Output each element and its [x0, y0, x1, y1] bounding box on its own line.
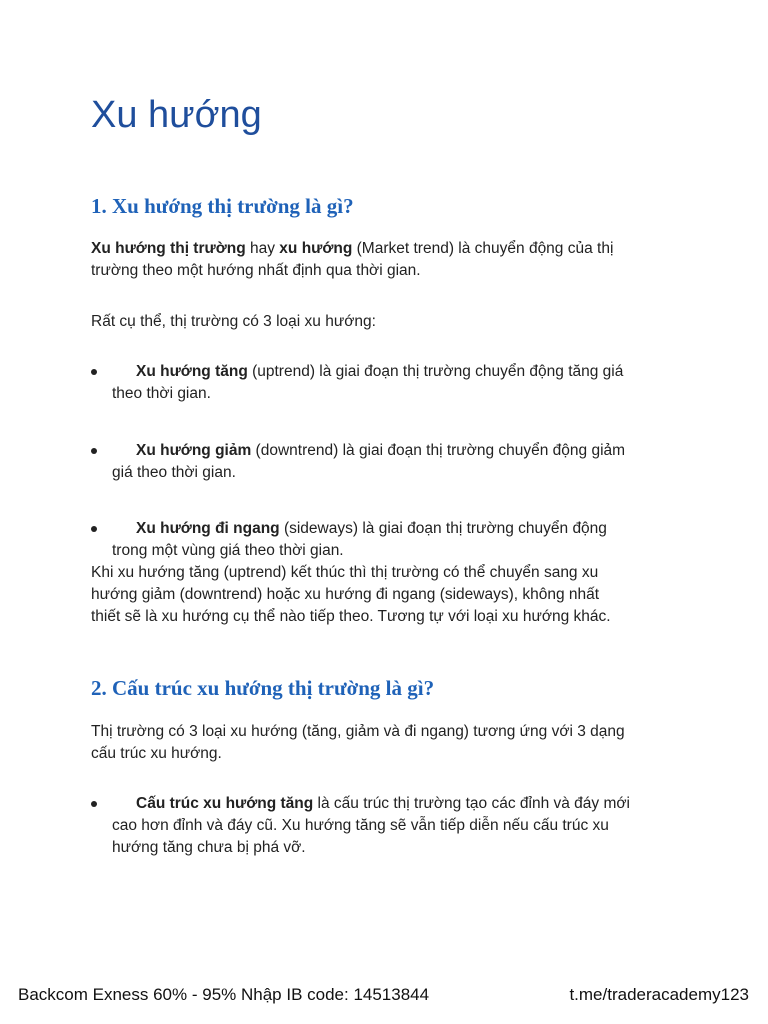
section-2-heading: 2. Cấu trúc xu hướng thị trường là gì?	[91, 676, 435, 700]
bullet-icon	[91, 448, 97, 454]
list-item-desc-cont-2: hướng tăng chưa bị phá vỡ.	[112, 839, 306, 856]
footer-telegram-link[interactable]: t.me/traderacademy123	[569, 985, 749, 1004]
section-1-closing-line-1: Khi xu hướng tăng (uptrend) kết thúc thì thị trường có thể chuyển sang xu	[91, 564, 599, 581]
section-2-intro-line-1: Thị trường có 3 loại xu hướng (tăng, giảm và đi ngang) tương ứng với 3 dạng	[91, 723, 625, 740]
section-1-heading: 1. Xu hướng thị trường là gì?	[91, 194, 354, 218]
section-1-lead: Rất cụ thể, thị trường có 3 loại xu hướng:	[91, 313, 376, 330]
section-1-closing-line-2: hướng giảm (downtrend) hoặc xu hướng đi ngang (sideways), không nhất	[91, 586, 600, 603]
list-item-text	[112, 361, 623, 405]
list-item-term: Xu hướng giảm	[136, 442, 252, 459]
list-item-text	[112, 793, 630, 859]
section-2-intro-line-2: cấu trúc xu hướng.	[91, 745, 222, 762]
intro-rest: (Market trend) là chuyển động của thị	[352, 240, 614, 257]
section-1-intro-line-2: trường theo một hướng nhất định qua thời gian.	[91, 262, 421, 279]
intro-connector: hay	[245, 240, 280, 257]
list-item-desc: là cấu trúc thị trường tạo các đỉnh và đáy mới	[313, 795, 630, 812]
bullet-icon	[91, 526, 97, 532]
intro-bold-term-2: xu hướng	[279, 240, 353, 257]
intro-bold-term-1: Xu hướng thị trường	[91, 240, 246, 257]
list-item-text	[112, 440, 625, 484]
list-item-text	[112, 518, 607, 562]
list-item-desc: (sideways) là giai đoạn thị trường chuyển động	[279, 520, 607, 537]
list-item-desc-cont: cao hơn đỉnh và đáy cũ. Xu hướng tăng sẽ vẫn tiếp diễn nếu cấu trúc xu	[112, 817, 609, 834]
section-1-closing-line-3: thiết sẽ là xu hướng cụ thể nào tiếp theo. Tương tự với loại xu hướng khác.	[91, 608, 611, 625]
list-item-desc: (uptrend) là giai đoạn thị trường chuyển động tăng giá	[247, 363, 624, 380]
list-item-desc: (downtrend) là giai đoạn thị trường chuyển động giảm	[251, 442, 626, 459]
page-title: Xu hướng	[91, 94, 262, 136]
list-item-term: Xu hướng tăng	[136, 363, 248, 380]
list-item-term: Cấu trúc xu hướng tăng	[136, 795, 314, 812]
list-item-term: Xu hướng đi ngang	[136, 520, 280, 537]
footer-promo-text: Backcom Exness 60% - 95% Nhập IB code: 14513844	[18, 985, 430, 1004]
list-item-desc-cont: trong một vùng giá theo thời gian.	[112, 542, 344, 559]
list-item-desc-cont: theo thời gian.	[112, 385, 211, 402]
section-1-intro-line-1	[91, 238, 613, 260]
bullet-icon	[91, 369, 97, 375]
list-item-desc-cont: giá theo thời gian.	[112, 464, 236, 481]
bullet-icon	[91, 801, 97, 807]
